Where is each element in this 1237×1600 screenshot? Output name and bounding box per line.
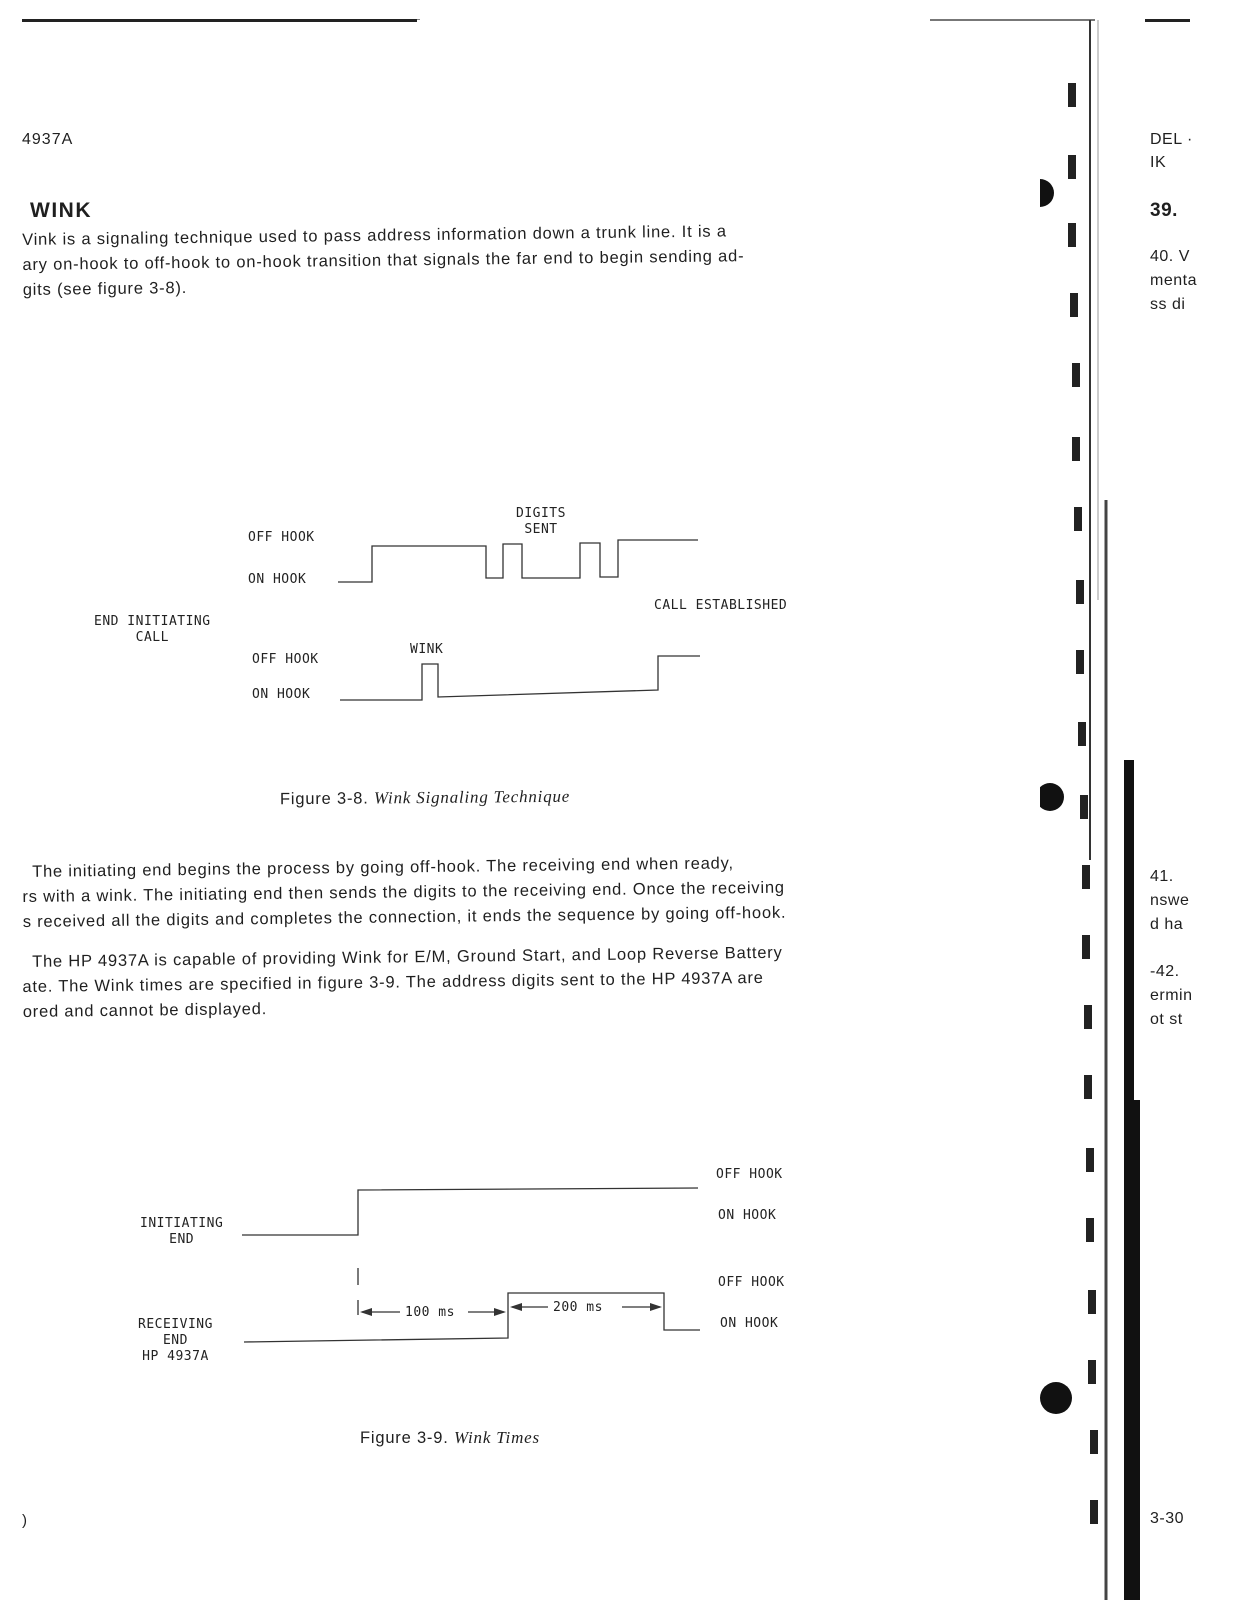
next-page-fragment: ot st bbox=[1150, 1011, 1183, 1028]
binder-spine bbox=[1040, 0, 1237, 1600]
intro-line: ary on-hook to off-hook to on-hook transition that signals the far end to begin sending ad- bbox=[22, 247, 745, 274]
receiving-end-waveform bbox=[244, 1293, 700, 1342]
label-on-hook-bottom: ON HOOK bbox=[252, 687, 311, 702]
label-end-initiating-call: END INITIATING CALL bbox=[94, 614, 211, 645]
body-line: The initiating end begins the process by going off-hook. The receiving end when ready, bbox=[32, 854, 734, 881]
label-receiving-end: RECEIVING END HP 4937A bbox=[138, 1317, 213, 1364]
intro-line: Vink is a signaling technique used to pass address information down a trunk line. It is a bbox=[22, 222, 727, 249]
next-page-fragment: nswe bbox=[1150, 892, 1190, 909]
caption-prefix: Figure 3-9. bbox=[360, 1429, 449, 1447]
next-page-fragment: ermin bbox=[1150, 987, 1193, 1004]
next-page-fragment: DEL · bbox=[1150, 131, 1193, 148]
next-page-fragment: menta bbox=[1150, 272, 1197, 289]
label-off-hook-1: OFF HOOK bbox=[716, 1167, 783, 1182]
body-line: ate. The Wink times are specified in figure 3-9. The address digits sent to the HP 4937A are bbox=[22, 968, 764, 996]
intro-line: gits (see figure 3-8). bbox=[22, 278, 188, 299]
arrowhead bbox=[360, 1308, 372, 1316]
body-line: ored and cannot be displayed. bbox=[22, 1000, 268, 1021]
arrowhead bbox=[510, 1303, 522, 1311]
body-line: s received all the digits and completes the connection, it ends the sequence by going off-hook. bbox=[22, 903, 787, 931]
label-digits-sent: DIGITS SENT bbox=[516, 506, 566, 537]
page-mark: ) bbox=[22, 1512, 27, 1529]
label-off-hook-top: OFF HOOK bbox=[248, 530, 315, 545]
next-page-fragment: -42. bbox=[1150, 963, 1180, 980]
caption-title: Wink Times bbox=[453, 1428, 540, 1447]
label-off-hook-bottom: OFF HOOK bbox=[252, 652, 319, 667]
label-200-ms: 200 ms bbox=[553, 1300, 603, 1315]
label-on-hook-2: ON HOOK bbox=[720, 1316, 779, 1331]
next-page-fragment: d ha bbox=[1150, 916, 1184, 933]
caption-title: Wink Signaling Technique bbox=[373, 786, 571, 808]
body-line: The HP 4937A is capable of providing Wink for E/M, Ground Start, and Loop Reverse Battery bbox=[32, 943, 783, 971]
initiating-end-waveform bbox=[242, 1188, 698, 1235]
arrowhead bbox=[494, 1308, 506, 1316]
next-page-fragment: IK bbox=[1150, 154, 1167, 171]
section-heading: WINK bbox=[30, 199, 92, 222]
label-on-hook-top: ON HOOK bbox=[248, 572, 307, 587]
label-call-established: CALL ESTABLISHED bbox=[654, 598, 788, 613]
label-100-ms: 100 ms bbox=[405, 1305, 455, 1320]
next-page-fragment: 40. V bbox=[1150, 248, 1190, 265]
figure-3-9-caption bbox=[360, 1428, 540, 1448]
body-line: rs with a wink. The initiating end then sends the digits to the receiving end. Once the receiving bbox=[22, 878, 785, 906]
model-number: 4937A bbox=[22, 131, 74, 148]
label-off-hook-2: OFF HOOK bbox=[718, 1275, 785, 1290]
caption-prefix: Figure 3-8. bbox=[279, 789, 369, 809]
next-page-fragment: 3-30 bbox=[1150, 1510, 1185, 1527]
arrowhead bbox=[650, 1303, 662, 1311]
next-page-fragment: 39. bbox=[1150, 200, 1178, 221]
next-page-fragment: 41. bbox=[1150, 868, 1174, 885]
label-on-hook-1: ON HOOK bbox=[718, 1208, 777, 1223]
label-initiating-end: INITIATING END bbox=[140, 1216, 224, 1247]
label-wink: WINK bbox=[410, 642, 444, 657]
next-page-fragment: ss di bbox=[1150, 296, 1186, 313]
